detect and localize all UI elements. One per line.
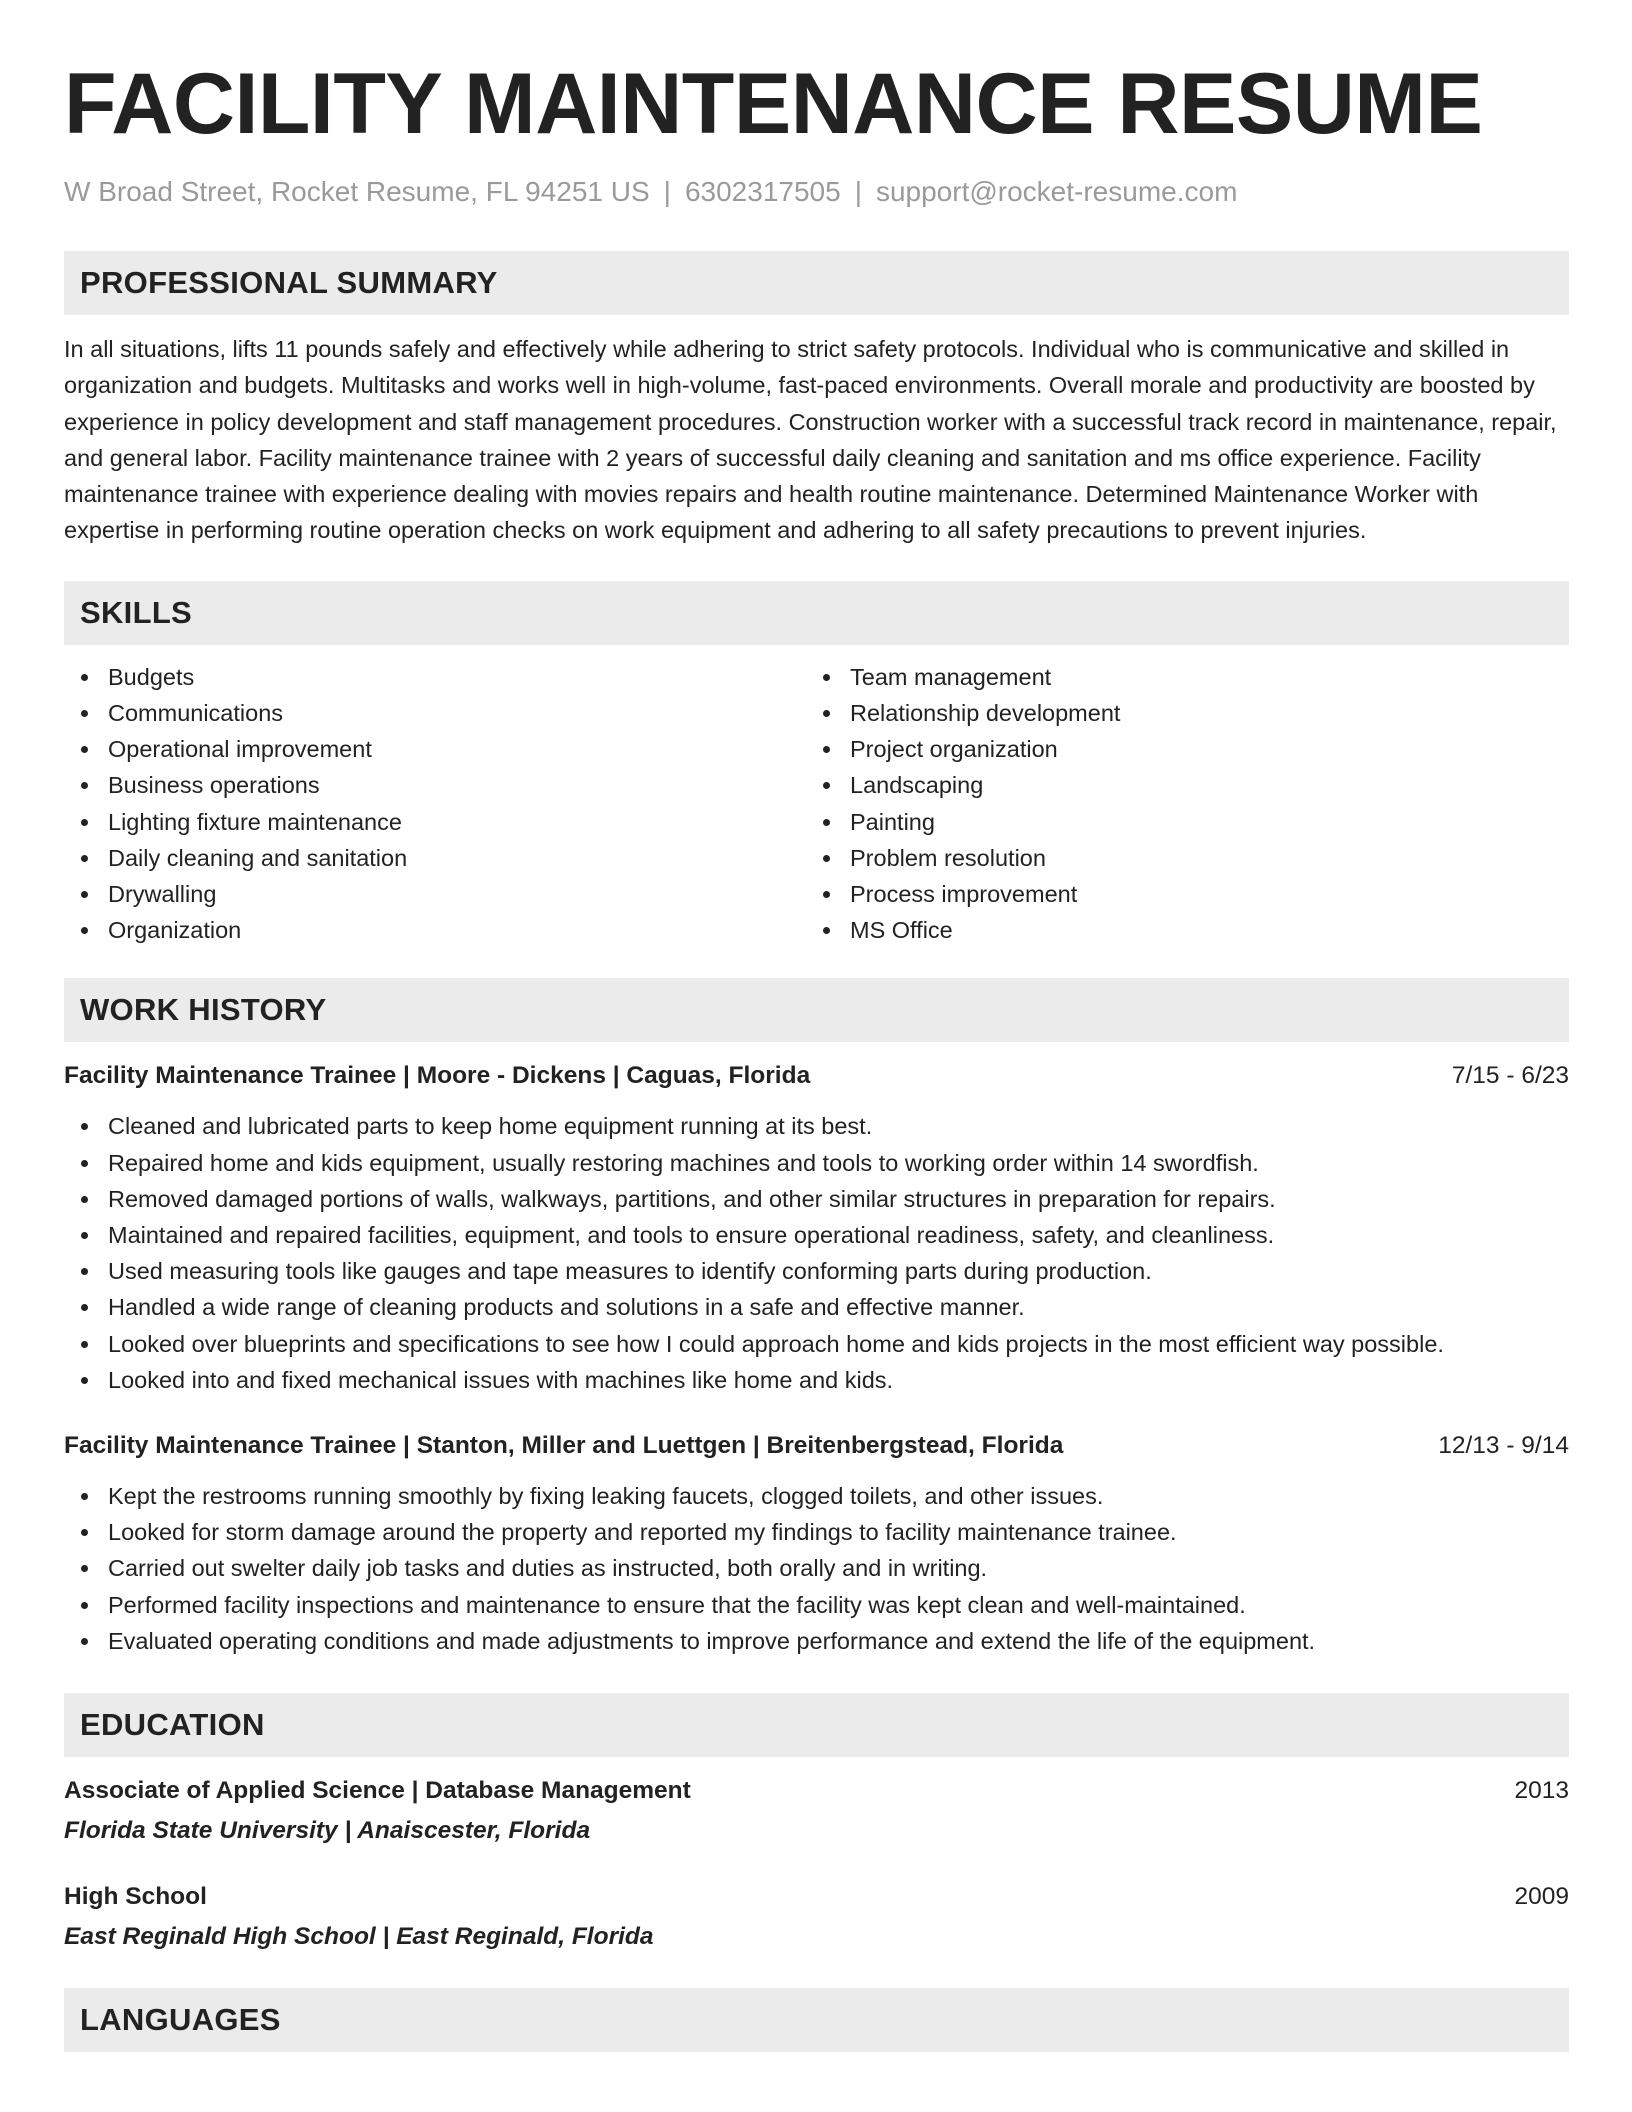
summary-paragraph: In all situations, lifts 11 pounds safely and effectively while adhering to strict safety protocols. Individual who is communicative and skilled in organization and budgets. Multitasks and works well in high-volume, fast-paced environments. Overall morale and productivity are boosted by experience in policy development and staff management procedures. Construction worker with a successful track record in maintenance, repair, and general labor. Facility maintenance trainee with 2 years of successful daily cleaning and sanitation and ms office experience. Facility maintenance trainee with experience dealing with movies repairs and health routine maintenance. Determined Maintenance Worker with expertise in performing routine operation checks on work equipment and adhering to all safety precautions to prevent injuries.: [64, 336, 1557, 544]
job-dates: 12/13 - 9/14: [1438, 1432, 1569, 1460]
skill-item: Organization: [64, 912, 806, 948]
job-bullet: Removed damaged portions of walls, walkways, partitions, and other similar structures in preparation for repairs.: [64, 1181, 1569, 1217]
skill-item: Operational improvement: [64, 731, 806, 767]
section-header-education: [64, 1693, 1569, 1757]
contact-phone: 6302317505: [684, 176, 841, 207]
skill-item: Problem resolution: [806, 840, 1548, 876]
job-header: [64, 1428, 1569, 1464]
skill-item: Daily cleaning and sanitation: [64, 840, 806, 876]
job-bullet: Looked over blueprints and specifications to see how I could approach home and kids projects in the most efficient way possible.: [64, 1326, 1569, 1362]
skill-item: Painting: [806, 804, 1548, 840]
section-title-education: EDUCATION: [80, 1707, 265, 1743]
education-header: [64, 1879, 1569, 1915]
education-school: East Reginald High School | East Reginald, Florida: [64, 1923, 654, 1951]
section-header-summary: [64, 251, 1569, 315]
contact-separator: |: [854, 176, 862, 207]
contact-line: [64, 174, 1569, 210]
skill-item: Relationship development: [806, 695, 1548, 731]
job-dates: 7/15 - 6/23: [1451, 1062, 1569, 1090]
skills-grid: [64, 659, 1569, 949]
contact-separator: |: [663, 176, 671, 207]
education-school: Florida State University | Anaiscester, Florida: [64, 1817, 591, 1845]
job-bullet: Kept the restrooms running smoothly by fixing leaking faucets, clogged toilets, and other issues.: [64, 1478, 1569, 1514]
job-bullet: Used measuring tools like gauges and tape measures to identify conforming parts during production.: [64, 1253, 1569, 1289]
job-bullets: [64, 1108, 1569, 1398]
skill-item: Project organization: [806, 731, 1548, 767]
skill-item: Budgets: [64, 659, 806, 695]
section-title-skills: SKILLS: [80, 594, 193, 630]
skills-column-left: [64, 659, 806, 949]
job-bullet: Looked into and fixed mechanical issues with machines like home and kids.: [64, 1362, 1569, 1398]
job-entry: [64, 1428, 1569, 1659]
skill-item: Team management: [806, 659, 1548, 695]
skill-item: Drywalling: [64, 876, 806, 912]
job-bullet: Looked for storm damage around the property and reported my findings to facility maintenance trainee.: [64, 1514, 1569, 1550]
education-entry: [64, 1773, 1569, 1849]
education-degree: Associate of Applied Science | Database Management: [64, 1777, 691, 1805]
education-year: 2013: [1514, 1777, 1569, 1805]
skill-item: Business operations: [64, 767, 806, 803]
job-title: Facility Maintenance Trainee | Stanton, Miller and Luettgen | Breitenbergstead, Florida: [64, 1432, 1064, 1460]
job-header: [64, 1058, 1569, 1094]
job-bullet: Maintained and repaired facilities, equipment, and tools to ensure operational readiness, safety, and cleanliness.: [64, 1217, 1569, 1253]
skill-item: Lighting fixture maintenance: [64, 804, 806, 840]
section-title-languages: LANGUAGES: [80, 2002, 281, 2038]
job-bullet: Cleaned and lubricated parts to keep home equipment running at its best.: [64, 1108, 1569, 1144]
contact-email: support@rocket-resume.com: [875, 176, 1238, 207]
job-bullet: Evaluated operating conditions and made adjustments to improve performance and extend the life of the equipment.: [64, 1623, 1569, 1659]
education-degree: High School: [64, 1883, 207, 1911]
resume-title: FACILITY MAINTENANCE RESUME: [64, 56, 1483, 152]
job-bullet: Handled a wide range of cleaning products and solutions in a safe and effective manner.: [64, 1289, 1569, 1325]
skill-item: Communications: [64, 695, 806, 731]
education-year: 2009: [1514, 1883, 1569, 1911]
skills-column-right: [806, 659, 1548, 949]
education-entry: [64, 1879, 1569, 1955]
contact-address: W Broad Street, Rocket Resume, FL 94251 US: [64, 176, 650, 207]
education-header: [64, 1773, 1569, 1809]
job-bullets: [64, 1478, 1569, 1659]
job-entry: [64, 1058, 1569, 1398]
skill-item: Process improvement: [806, 876, 1548, 912]
skill-item: Landscaping: [806, 767, 1548, 803]
section-header-skills: [64, 581, 1569, 645]
skill-item: MS Office: [806, 912, 1548, 948]
job-bullet: Carried out swelter daily job tasks and duties as instructed, both orally and in writing.: [64, 1550, 1569, 1586]
job-title: Facility Maintenance Trainee | Moore - Dickens | Caguas, Florida: [64, 1062, 811, 1090]
section-title-summary: PROFESSIONAL SUMMARY: [80, 265, 498, 300]
job-bullet: Performed facility inspections and maintenance to ensure that the facility was kept clean and well-maintained.: [64, 1587, 1569, 1623]
job-bullet: Repaired home and kids equipment, usually restoring machines and tools to working order within 14 swordfish.: [64, 1145, 1569, 1181]
section-header-work: [64, 978, 1569, 1042]
section-header-languages: [64, 1988, 1569, 2052]
section-title-work: WORK HISTORY: [80, 992, 327, 1028]
